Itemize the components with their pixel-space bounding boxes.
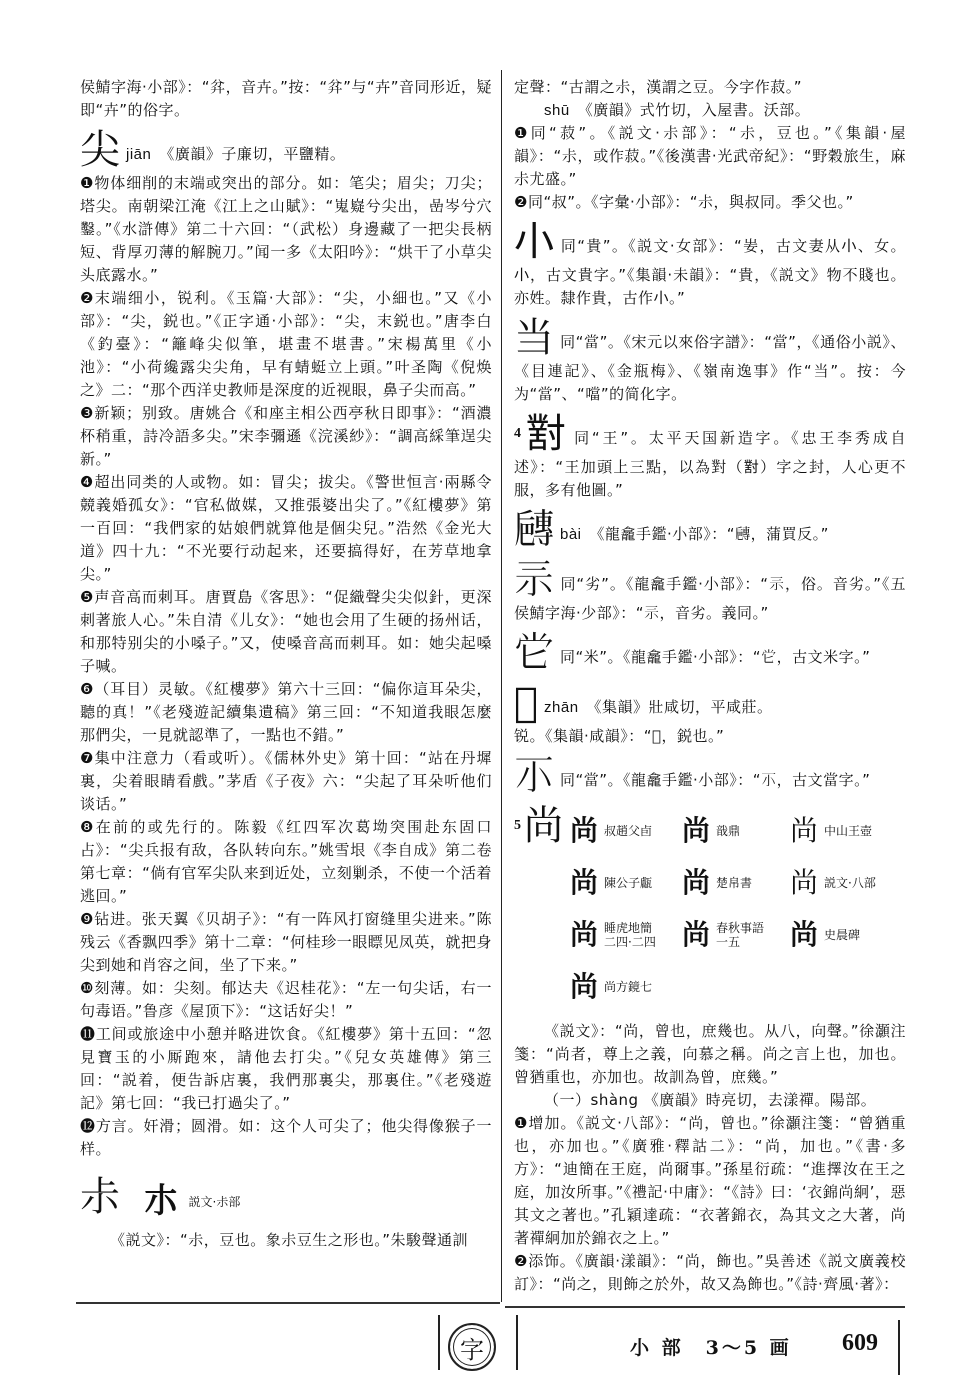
definition: 同“劣”。《龍龕手鑑·小部》：“𡭚，俗。音劣。”《五侯鯖字海·少部》：“𡭚，音劣。義同。” (514, 575, 906, 622)
definition: 同“米”。《龍龕手鑑·小部》：“𡭠，古文米字。” (560, 648, 871, 666)
shang-header (514, 804, 906, 1020)
glyph-source: 楚帛書 (716, 876, 753, 890)
glyph: 尚 (682, 918, 711, 951)
sense: ❶增加。《説文·八部》：“尚，曾也。”徐灝注箋：“曾猶重也，亦加也。”《廣雅·釋詁二》：“尚，加也。”《書·多方》：“迪簡在王庭，尚爾事。”孫星衍疏：“進擇汝在王之庭，加汝所事。”《禮記·中庸》：“《詩》曰：‘衣錦尚絅’，惡其文之著也。”孔穎達疏：“衣著錦衣，為其文之大著，尚著禪絅加於錦衣之上。” (514, 1114, 906, 1247)
entry (514, 754, 906, 798)
pinyin: bài (560, 526, 582, 543)
definition: 同“王”。太平天国新造字。《忠王李秀成自述》：“王加頭上三點，以為對（𡭊）字之封，人心更不服，多有他圖。” (514, 429, 907, 499)
sense: 锐。《集韻·咸韻》：“𡭜，鋭也。” (514, 727, 725, 745)
shuowen-quote: 《説文》：“尗，豆也。象尗豆生之形也。”朱駿聲通訓 (110, 1231, 469, 1249)
entry (514, 631, 906, 675)
sense: ⓫工间或旅途中小憩并略进饮食。《紅樓夢》第十五回：“忽見寶玉的小厮跑來，請他去打尖。”《兒女英雄傳》第三回：“説着，便告訴店裏，我們那裏尖，那裏住。”《老殘遊記》第七回：“我已打過尖了。” (80, 1025, 492, 1112)
entry (514, 316, 906, 406)
sense: ❷添饰。《廣韻·漾韻》：“尚，飾也。”吳善述《説文廣義校訂》：“尚之，則飾之於外，故又為飾也。”《詩·齊風·著》： (514, 1252, 906, 1293)
page-footer (0, 1315, 960, 1375)
headword: 尖 (80, 127, 120, 173)
sense: ❼集中注意力（看或听）。《儒林外史》第十回：“站在丹墀裏，尖着眼睛看戲。”茅盾《子夜》六：“尖起了耳朵听他们谈话。” (80, 749, 492, 813)
ancient-form (790, 808, 906, 854)
glyph-source: 中山王壺 (824, 824, 873, 838)
glyph: 尚 (682, 814, 711, 847)
glyph-source: 説文·八部 (824, 876, 876, 890)
seal-script-glyph: 朩 (144, 1181, 179, 1221)
page-number: 609 (842, 1330, 878, 1356)
glyph: 尚 (570, 918, 599, 951)
footer-rule (516, 1315, 518, 1370)
headword: 𡭕 (514, 753, 554, 799)
entry (514, 220, 906, 310)
headword: 𡭚 (514, 557, 555, 603)
sense: ⓬方言。奸滑；圆滑。如：这个人可尖了；他尖得像猴子一样。 (80, 1117, 492, 1158)
entry-jian (80, 128, 492, 1161)
glyph: 尚 (570, 814, 599, 847)
glyph-source: 戠鼎 (716, 824, 741, 838)
ancient-form (682, 808, 790, 854)
sense: ❻（耳目）灵敏。《紅樓夢》第六十三回：“偏你這耳朵尖，聽的真！”《老殘遊記續集遺稿》第三回：“不知道我眼怎麼那們尖，一見就認準了，一點也不錯。” (80, 680, 492, 744)
entry (514, 558, 906, 625)
glyph: 尚 (790, 918, 819, 951)
headword: 𡭐 (514, 507, 554, 553)
ancient-form (790, 912, 906, 958)
headword: 𡭊 (523, 411, 569, 457)
right-column (514, 76, 906, 1296)
glyph: 尚 (570, 866, 599, 899)
seal-source-label: 説文·尗部 (188, 1195, 241, 1209)
phonology: 《廣韻》式竹切，入屋書。沃部。 (577, 101, 811, 119)
headword: 𡭜 (514, 680, 539, 726)
shuowen-quote: 《説文》：“尚，曾也，庶幾也。从八，向聲。”徐灝注箋：“尚者，尊上之義，向慕之稱。尚之言上也，加也。曾猶重也，亦加也。故訓為曾，庶幾。” (514, 1022, 906, 1086)
headword: 𡭠 (514, 630, 554, 676)
glyph-source: 春秋事語 一五 (716, 921, 765, 949)
publisher-seal-logo: 字 (448, 1323, 496, 1371)
headword: 𡭔 (514, 219, 555, 265)
sense: ❷末端细小，锐利。《玉篇·大部》：“尖，小細也。”又《小部》：“尖，鋭也。”《正字通·小部》：“尖，末鋭也。”唐李白《釣臺》：“籬峰尖似筆，堪畫不堪書。”宋楊萬里《小池》：“小荷纔露尖尖角，早有蜻蜓立上頭。”叶圣陶《倪焕之》二：“那个西洋史教师是深度的近视眼，鼻子尖而高。” (80, 289, 492, 399)
sense: ❹超出同类的人或物。如：冒尖；拔尖。《警世恒言·兩縣令競義婚孤女》：“官私做媒，又推張婆出尖了。”《紅樓夢》第一百回：“我們家的姑娘們就算他是個尖兒。”浩然《金光大道》四十九：“不光要行动起来，还要搞得好，在芳草地拿尖。” (80, 473, 492, 583)
glyph: 尚 (682, 866, 711, 899)
headword: 当 (514, 315, 555, 361)
ancient-form (570, 964, 682, 1010)
bottom-rule-right (505, 1306, 905, 1308)
glyph-source: 睡虎地簡 二四·二四 (604, 921, 656, 949)
bottom-rule-left (76, 1302, 500, 1304)
glyph-source: 尚方鏡七 (604, 980, 653, 994)
left-column (80, 76, 492, 1252)
continued-text: 侯鯖字海·小部》：“弅，音卉。”按：“弅”与“卉”音同形近，疑即“卉”的俗字。 (80, 78, 492, 119)
footer-rule (438, 1315, 440, 1370)
sense: ❽在前的或先行的。陈毅《红四军次葛坳突围赴东固口占》：“尖兵报有敌，各队转向东。”姚雪垠《李自成》第二卷第七章：“倘有官军尖队来到近处，立刻剿杀，不使一个活着逃回。” (80, 818, 492, 905)
glyph: 尚 (790, 814, 819, 847)
entry-shu (80, 1175, 492, 1252)
definition: 《龍龕手鑑·小部》：“𡭐，蒲買反。” (589, 525, 829, 543)
ancient-form (790, 860, 906, 906)
column-divider (501, 70, 502, 1302)
ancient-form (682, 912, 790, 958)
entry (514, 508, 906, 552)
sense: ❾钻进。张天翼《贝胡子》：“有一阵风打窗缝里尖进来。”陈残云《香飘四季》第十二章：“何桂珍一眼瞟见凤英，就把身尖到她和肖容之间，坐了下来。” (80, 910, 492, 974)
glyph: 尚 (790, 866, 819, 899)
entry (514, 681, 906, 748)
sense: ❷同“叔”。《字彙·小部》：“尗，與叔同。季父也。” (514, 193, 854, 211)
entry-shang (514, 804, 906, 1296)
glyph: 尚 (570, 970, 599, 1003)
sense: ❺声音高而刺耳。唐賈島《客思》：“促織聲尖尖似針，更深刺著旅人心。”朱自清《儿女》：“她也会用了生硬的扬州话，和那特别尖的小嗓子。”又，使嗓音高而刺耳。如：她尖起嗓子喊。 (80, 588, 492, 675)
phonology: 《廣韻》子廉切，平鹽精。 (159, 145, 346, 163)
entry (514, 412, 906, 502)
ancient-form (682, 860, 790, 906)
pinyin: jiān (126, 146, 152, 163)
stroke-count-marker: 4 (514, 426, 522, 441)
sense: ❶物体细削的末端或突出的部分。如：笔尖；眉尖；刀尖；塔尖。南朝梁江淹《江上之山賦》：“嵬嶷兮尖出，嵒岑兮穴鑿。”《水滸傳》第二十六回：“（武松）身邊藏了一把尖長柄短、背厚刃薄的解腕刀。”闻一多《太阳吟》：“烘干了小草尖头底露水。” (80, 174, 492, 284)
headword: 尚 (523, 803, 564, 849)
glyph-source: 叔趙父卣 (604, 824, 653, 838)
continued-text: 定聲：“古謂之尗，漢謂之豆。今字作菽。” (514, 78, 803, 96)
ancient-form (570, 912, 682, 958)
sense: ❿刻薄。如：尖刻。郁达夫《迟桂花》：“左一句尖话，右一句毒语。”鲁彦《屋顶下》：“这话好尖！” (80, 979, 492, 1020)
section-label: 小 部 3～5 画 (630, 1337, 792, 1359)
definition: 同“貴”。《説文·女部》：“妛，古文妻从𡭔、女。𡭔，古文貴字。”《集韻·未韻》：“貴，《説文》物不賤也。亦姓。隸作貴，古作𡭔。” (514, 237, 906, 307)
headword: 尗 (80, 1174, 120, 1220)
ancient-form (570, 808, 682, 854)
ancient-form (570, 860, 682, 906)
definition: 同“當”。《宋元以來俗字譜》：“當”，《通俗小説》、《目連記》、《金瓶梅》、《嶺南逸事》作“当”。按：今为“當”、“噹”的简化字。 (514, 333, 906, 403)
ancient-forms-grid (570, 808, 906, 1010)
footer-rule (898, 1320, 900, 1375)
pronunciation: （一）shàng 《廣韻》時亮切，去漾禪。陽部。 (544, 1091, 877, 1109)
sense: ❶同“菽”。《説文·尗部》：“尗，豆也。”《集韻·屋韻》：“尗，或作菽。”《後漢書·光武帝紀》：“野穀旅生，麻尗尤盛。” (514, 124, 906, 188)
stroke-count-marker: 5 (514, 818, 522, 833)
pinyin: zhān (544, 699, 579, 716)
pinyin: shū (544, 102, 570, 119)
sense: ❸新颖；别致。唐姚合《和座主相公西亭秋日即事》：“酒濃杯稍重，詩冷語多尖。”宋李彌遜《浣溪紗》：“調高綵筆逞尖新。” (80, 404, 492, 468)
definition: 同“當”。《龍龕手鑑·小部》：“𡭕，古文當字。” (560, 771, 871, 789)
glyph-source: 史晨碑 (824, 928, 861, 942)
phonology: 《集韻》壯咸切，平咸莊。 (586, 698, 773, 716)
glyph-source: 陳公子甗 (604, 876, 653, 890)
